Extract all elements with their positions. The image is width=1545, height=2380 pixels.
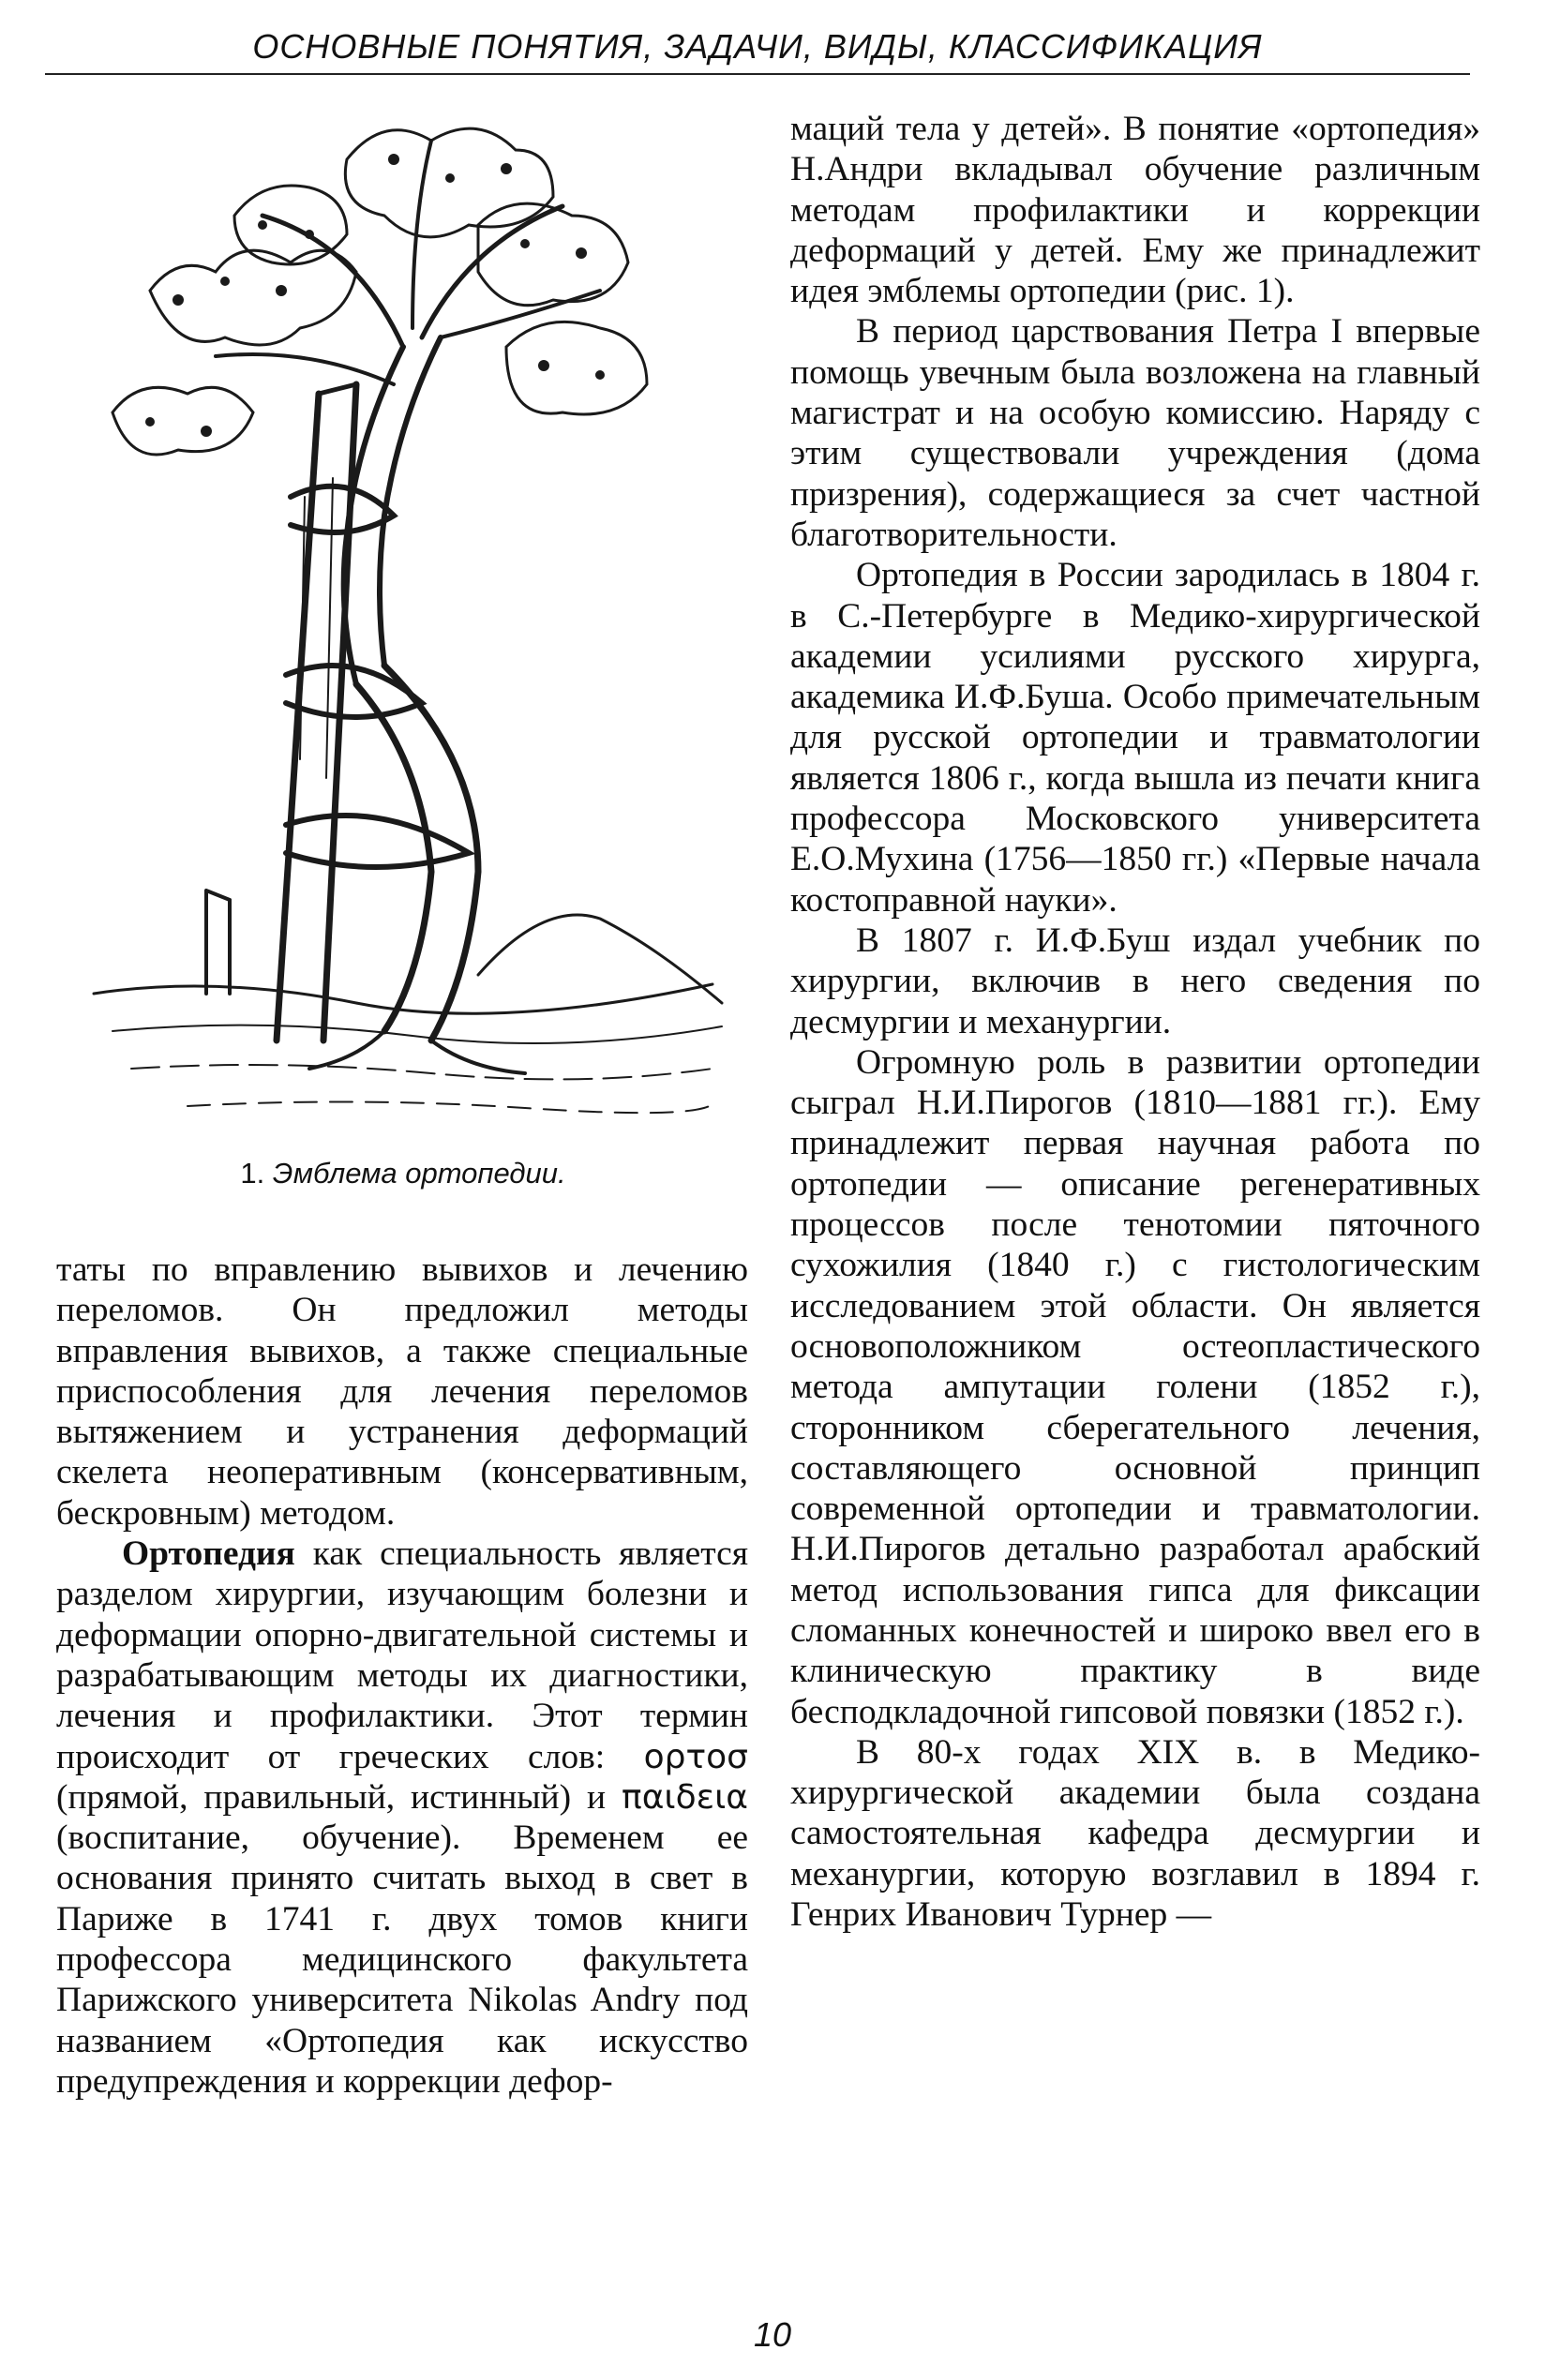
left-paragraph-2-part-c: (воспитание, обучение). Временем ее основания принято считать выход в свет в Париже в 1741 г. двух томов книги профессора медицинского факультета Парижского университета Nikolas Andry под названием «Ортопедия как искусство предупреждения и коррекции дефор- [56, 1819, 748, 2101]
right-paragraph-1: маций тела у детей». В понятие «ортопедия» Н.Андри вкладывал обучение различным методам профилактики и коррекции деформаций у детей. Ему же принадлежит идея эмблемы ортопедии (рис. 1). [790, 110, 1480, 311]
left-paragraph-2 [56, 1534, 748, 2102]
greek-word-paideia: παιδεια [622, 1777, 748, 1817]
term-orthopedics: Ортопедия [122, 1534, 295, 1574]
left-column [56, 1250, 748, 2102]
crooked-tree-illustration [75, 103, 731, 1144]
figure-caption-text: Эмблема ортопедии. [272, 1157, 566, 1190]
left-paragraph-2-part-a: как специальность является разделом хирургии, изучающим болезни и деформации опорно-двигательной системы и разрабатывающим методы их диагностики, лечения и профилактики. Этот термин происходит от греческих слов: [56, 1534, 748, 1776]
right-paragraph-2: В период царствования Петра I впервые помощь увечным была возложена на главный магистрат и на особую комиссию. Наряду с этим существовали учреждения (дома призрения), содержащиеся за счет частной благотворительности. [790, 312, 1480, 554]
left-paragraph-1: таты по вправлению вывихов и лечению переломов. Он предложил методы вправления вывихов, а также специальные приспособления для лечения переломов вытяжением и устранения деформаций скелета неоперативным (консервативным, бескровным) методом. [56, 1250, 748, 1533]
figure-number: 1. [240, 1157, 265, 1190]
figure-caption [56, 1155, 750, 1192]
left-paragraph-2-part-b: (прямой, правильный, истинный) и [56, 1777, 622, 1817]
figure-orthopedics-emblem [75, 103, 731, 1144]
right-paragraph-3: Ортопедия в России зародилась в 1804 г. в С.-Петербурге в Медико-хирургической академии усилиями русского хирурга, академика И.Ф.Буша. Особо примечательным для русской ортопедии и травматологии является 1806 г., когда вышла из печати книга профессора Московского университета Е.О.Мухина (1756—1850 гг.) «Первые начала костоправной науки». [790, 556, 1480, 920]
running-header: ОСНОВНЫЕ ПОНЯТИЯ, ЗАДАЧИ, ВИДЫ, КЛАССИФИКАЦИЯ [252, 27, 1263, 66]
header-rule [45, 73, 1470, 75]
greek-word-orthos: ορτοσ [643, 1737, 748, 1776]
right-column [790, 109, 1480, 1935]
right-paragraph-6: В 80-х годах XIX в. в Медико-хирургической академии была создана самостоятельная кафедра десмургии и механургии, которую возглавил в 1894 г. Генрих Иванович Турнер — [790, 1732, 1480, 1935]
right-paragraph-5: Огромную роль в развитии ортопедии сыграл Н.И.Пирогов (1810—1881 гг.). Ему принадлежит первая научная работа по ортопедии — описание регенеративных процессов после тенотомии пяточного сухожилия (1840 г.) с гистологическим исследованием этой области. Он является основоположником остеопластического метода ампутации голени (1852 г.), сторонником сберегательного лечения, составляющего основной принцип современной ортопедии и травматологии. Н.И.Пирогов детально разработал арабский метод использования гипса для фиксации сломанных конечностей и широко ввел его в клиническую практику в виде бесподкладочной гипсовой повязки (1852 г.). [790, 1042, 1480, 1731]
page-number: 10 [753, 2315, 792, 2354]
right-paragraph-4: В 1807 г. И.Ф.Буш издал учебник по хирургии, включив в него сведения по десмургии и механургии. [790, 921, 1480, 1041]
